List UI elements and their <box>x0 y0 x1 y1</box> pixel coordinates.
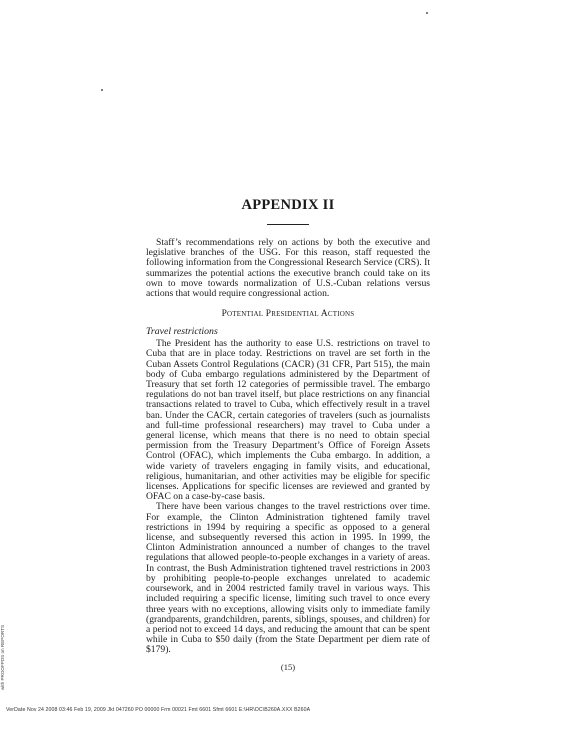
intro-paragraph: Staff’s recommendations rely on actions by both the executive and legislative branches of the USG. For this reason, staff requested the following information from the Congressional Research Service (CRS). It summarizes the potential actions the executive branch could take on its own to move towards normalization of U.S.-Cuban relations versus actions that would require congressional action. <box>146 237 430 300</box>
section-heading: Potential Presidential Actions <box>221 309 355 320</box>
print-footer: VerDate Nov 24 2008 03:46 Feb 19, 2009 Jkt 047260 PO 00000 Frm 00021 Fmt 6601 Sfmt 6601 E:\HR\OC\B260A.XXX B260A <box>6 707 311 713</box>
subheading-travel-restrictions: Travel restrictions <box>146 326 218 338</box>
scan-speck <box>101 89 103 91</box>
appendix-title: APPENDIX II <box>241 197 335 213</box>
side-note: with PROOFPDS on REPORTS <box>0 624 5 690</box>
body-paragraph: The President has the authority to ease U.S. restrictions on travel to Cuba that are in place today. Restrictions on travel are set forth in the Cuban Assets Control Regulations (CACR) (31 CFR, Part 515), the main body of Cuba embargo regulations administered by the Department of Treasury that set forth 12 categories of permissible travel. The embargo regulations do not ban travel itself, but place restrictions on any financial transactions related to travel to Cuba, which effectively result in a travel ban. Under the CACR, certain categories of travelers (such as journalists and full-time professional researchers) may travel to Cuba under a general license, which means that there is no need to obtain special permission from the Treasury Department’s Office of Foreign Assets Control (OFAC), which implements the Cuba embargo. In addition, a wide variety of travelers engaging in family visits, and educational, religious, humanitarian, and other activities may be eligible for specific licenses. Applications for specific licenses are reviewed and granted by OFAC on a case-by-case basis. <box>146 338 430 503</box>
title-divider <box>267 224 309 225</box>
page-number: (15) <box>280 661 296 672</box>
body-paragraph: There have been various changes to the travel restrictions over time. For example, the Clinton Administration tightened family travel restrictions in 1994 by requiring a specific as opposed to a general license, and subsequently reversed this action in 1995. In 1999, the Clinton Administration announced a number of changes to the travel regulations that allowed people-to-people exchanges in a variety of areas. In contrast, the Bush Administration tightened travel restrictions in 2003 by prohibiting people-to-people exchanges unrelated to academic coursework, and in 2004 restricted family travel in various ways. This included requiring a specific license, limiting such travel to once every three years with no exceptions, allowing visits only to immediate family (grandparents, grandchildren, parents, siblings, spouses, and children) for a period not to exceed 14 days, and reducing the amount that can be spent while in Cuba to $50 daily (from the State Department per diem rate of $179). <box>146 501 430 656</box>
scan-speck <box>426 12 428 14</box>
page-content <box>146 196 430 672</box>
